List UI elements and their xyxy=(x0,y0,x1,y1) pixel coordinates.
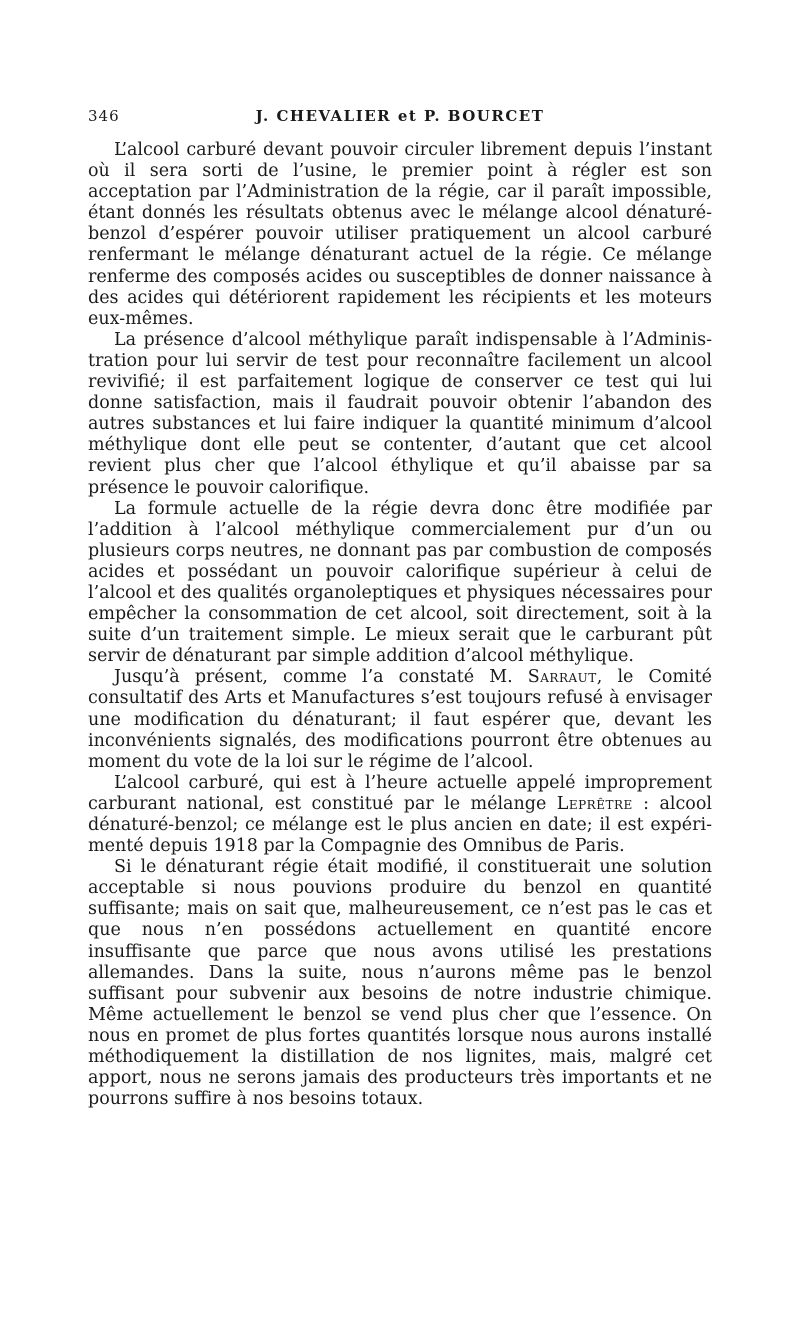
paragraph-2: La présence d’alcool méthylique paraît indispensable à l’Administration pour lui servir de test pour reconnaître facilement un alcool revivifié; il est parfaitement logique de conserver ce test qui lui donne satisfaction, mais il faudrait pouvoir obtenir l’abandon des autres substances et lui faire indiquer la quantité minimum d’alcool méthylique dont elle peut se contenter, d’autant que cet alcool revient plus cher que l’alcool éthylique et qu’il abaisse par sa présence le pouvoir calorifique. xyxy=(88,329,712,498)
paragraph-5-text-a: L’alcool carburé, qui est à l’heure actuelle appelé improprement carburant national, est constitué par le mélange xyxy=(88,772,712,814)
author-name-sarraut: Sarraut xyxy=(527,667,597,688)
author-name-lepretre: Leprêtre xyxy=(556,793,633,814)
running-title: J. CHEVALIER et P. BOURCET xyxy=(255,107,545,125)
page-body xyxy=(88,140,712,1110)
paragraph-5-text-b: : alcool dénaturé-benzol; ce mélange est le plus ancien en date; il est expérimenté depuis 1918 par la Compagnie des Omnibus de Paris. xyxy=(88,793,712,857)
paragraph-4 xyxy=(88,667,712,772)
paragraph-4-text-b: , le Comité consultatif des Arts et Manufactures s’est toujours refusé à envisager une modification du dénaturant; il faut espérer que, devant les inconvénients signalés, des modifications pourront être obtenues au moment du vote de la loi sur le régime de l’alcool. xyxy=(88,667,712,772)
page-header xyxy=(88,107,712,129)
paragraph-5 xyxy=(88,773,712,857)
page-number: 346 xyxy=(88,107,120,125)
paragraph-3: La formule actuelle de la régie devra donc être modifiée par l’addition à l’alcool méthylique commercialement pur d’un ou plusieurs corps neutres, ne donnant pas par combustion de composés acides et possédant un pouvoir calorifique supérieur à celui de l’alcool et des qualités organoleptiques et physiques nécessaires pour empêcher la consommation de cet alcool, soit directement, soit à la suite d’un traitement simple. Le mieux serait que le carburant pût servir de dénaturant par simple addition d’alcool méthylique. xyxy=(88,498,712,667)
paragraph-1: L’alcool carburé devant pouvoir circuler librement depuis l’instant où il sera sorti de l’usine, le premier point à régler est son acceptation par l’Administration de la régie, car il paraît impossible, étant donnés les résultats obtenus avec le mélange alcool dénaturé-benzol d’espérer pouvoir utiliser pratiquement un alcool carburé renfermant le mélange dénaturant actuel de la régie. Ce mélange renferme des composés acides ou susceptibles de donner naissance à des acides qui détériorent rapidement les récipients et les moteurs eux-mêmes. xyxy=(88,140,712,329)
paragraph-4-text-a: Jusqu’à présent, comme l’a constaté M. xyxy=(114,667,528,688)
paragraph-6: Si le dénaturant régie était modifié, il constituerait une solution acceptable si nous pouvions produire du benzol en quantité suffisante; mais on sait que, malheureusement, ce n’est pas le cas et que nous n’en possédons actuellement en quantité encore insuffisante que parce que nous avons utilisé les prestations allemandes. Dans la suite, nous n’aurons même pas le benzol suffisant pour subvenir aux besoins de notre industrie chimique. Même actuellement le benzol se vend plus cher que l’essence. On nous en promet de plus fortes quantités lorsque nous aurons installé méthodiquement la distillation de nos lignites, mais, malgré cet apport, nous ne serons jamais des producteurs très importants et ne pourrons suffire à nos besoins totaux. xyxy=(88,857,712,1110)
